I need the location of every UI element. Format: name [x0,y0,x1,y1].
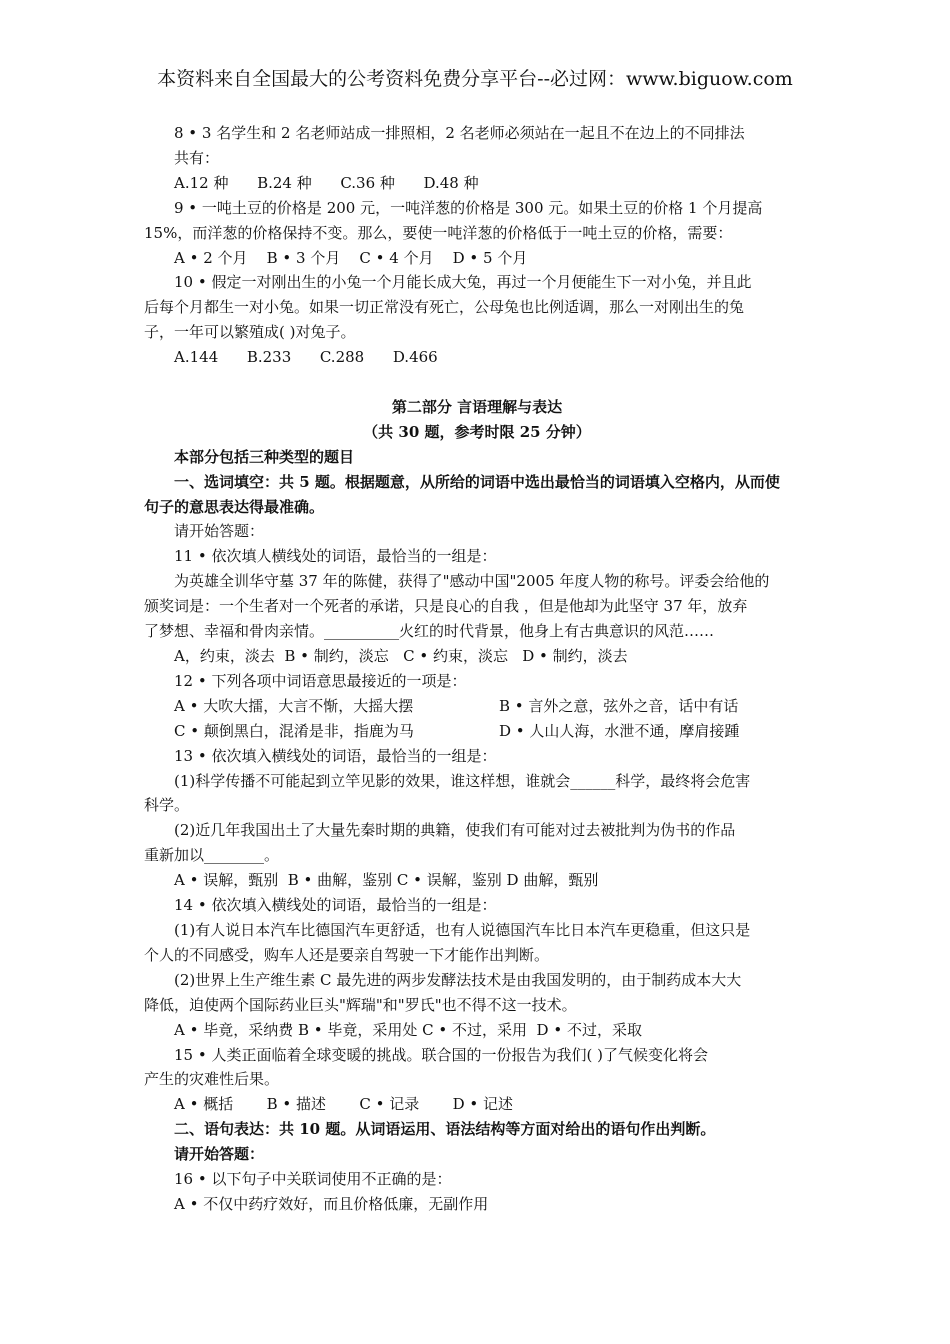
q12-options-row1 [144,694,810,719]
q10-line3: 子，一年可以繁殖成( )对兔子。 [144,323,356,342]
section1-start: 请开始答题： [174,522,265,541]
q13-s2-line1: (2)近几年我国出土了大量先秦时期的典籍，使我们有可能对过去被批判为伪书的作品 [174,821,736,840]
q15-options: A • 概括 B • 描述 C • 记录 D • 记述 [174,1095,514,1114]
q13-s1-line1: (1)科学传播不可能起到立竿见影的效果，谁这样想，谁就会______科学，最终将会危害 [174,771,751,790]
q11-line2: 颁奖词是：一个生者对一个死者的承诺，只是良心的自我 ，但是他却为此坚守 37 年，放弃 [144,597,748,616]
q8-line1: 8 • 3 名学生和 2 名老师站成一排照相，2 名老师必须站在一起且不在边上的不同排法 [174,124,745,142]
q13-stem: 13 • 依次填入横线处的词语，最恰当的一组是： [174,746,497,765]
q13-options: A • 误解，甄别 B • 曲解，鉴别 C • 误解，鉴别 D 曲解，甄别 [174,871,599,890]
q14-options: A • 毕竟，采纳费 B • 毕竟，采用处 C • 不过，采用 D • 不过，采取 [174,1020,642,1039]
q10-options: A.144 B.233 C.288 D.466 [174,348,438,367]
q13-s2-line2: 重新加以________。 [144,846,280,865]
q12-option-a: A • 大吹大擂，大言不惭，大摇大摆 [174,696,414,715]
q14-s1-line1: (1)有人说日本汽车比德国汽车更舒适，也有人说德国汽车比日本汽车更稳重，但这只是 [174,920,751,939]
q11-stem: 11 • 依次填人横线处的词语，最恰当的一组是： [174,547,497,566]
q15-line1: 15 • 人类正面临着全球变暖的挑战。联合国的一份报告为我们( )了气候变化将会 [174,1045,708,1064]
part2-title: 第二部分 言语理解与表达 [391,397,563,416]
page-header: 本资料来自全国最大的公考资料免费分享平台--必过网：www.biguow.com [157,68,793,90]
spacer [144,370,810,395]
q14-s2-line2: 降低，迫使两个国际药业巨头"辉瑞"和"罗氏"也不得不这一技术。 [144,995,577,1014]
q11-options: A，约束，淡去 B • 制约，淡忘 C • 约束，淡忘 D • 制约，淡去 [174,647,628,666]
q16-stem: 16 • 以下句子中关联词使用不正确的是： [174,1170,452,1189]
q15-line2: 产生的灾难性后果。 [144,1070,280,1089]
section2-start: 请开始答题： [174,1145,265,1164]
q12-options-row2 [144,719,810,744]
q11-line1: 为英雄全训华守墓 37 年的陈健，获得了"感动中国"2005 年度人物的称号。评委会给他的 [174,572,770,591]
q8-line2: 共有： [174,148,220,167]
q14-s1-line2: 个人的不同感受，购车人还是要亲自驾驶一下才能作出判断。 [144,945,550,964]
q14-stem: 14 • 依次填入横线处的词语，最恰当的一组是： [174,896,497,915]
q12-option-d: D • 人山人海，水泄不通，摩肩接踵 [499,721,740,740]
q14-s2-line1: (2)世界上生产维生素 C 最先进的两步发酵法技术是由我国发明的，由于制药成本大大 [174,970,742,989]
q13-s1-line2: 科学。 [144,796,190,815]
q12-option-b: B • 言外之意，弦外之音，话中有话 [499,696,739,715]
section2-heading: 二、语句表达：共 10 题。从词语运用、语法结构等方面对给出的语句作出判断。 [174,1120,716,1139]
section1-heading-a: 一、选词填空：共 5 题。根据题意，从所给的词语中选出最恰当的词语填入空格内，从而使 [174,472,780,491]
q11-line3: 了梦想、幸福和骨肉亲情。__________火红的时代背景，他身上有古典意识的风范…… [144,622,715,641]
q12-stem: 12 • 下列各项中词语意思最接近的一项是： [174,671,467,690]
section1-heading-b: 句子的意思表达得最准确。 [144,497,325,516]
q8-options: A.12 种 B.24 种 C.36 种 D.48 种 [174,173,479,192]
q16-option-a: A • 不仅中药疗效好，而且价格低廉，无副作用 [174,1194,489,1213]
q10-line2: 后每个月都生一对小兔。如果一切正常没有死亡，公母兔也比例适调，那么一对刚出生的兔 [144,298,745,317]
q12-option-c: C • 颠倒黑白，混淆是非，指鹿为马 [174,721,414,740]
document-body [144,121,810,1217]
q10-line1: 10 • 假定一对刚出生的小兔一个月能长成大兔，再过一个月便能生下一对小兔，并且此 [174,273,752,292]
q9-options: A • 2 个月 B • 3 个月 C • 4 个月 D • 5 个月 [174,248,528,267]
q9-line1: 9 • 一吨土豆的价格是 200 元，一吨洋葱的价格是 300 元。如果土豆的价格 1 个月提高 [174,198,763,217]
q9-line2: 15%，而洋葱的价格保持不变。那么，要使一吨洋葱的价格低于一吨土豆的价格，需要： [144,223,733,242]
part2-intro: 本部分包括三种类型的题目 [174,447,355,466]
part2-subtitle: （共 30 题，参考时限 25 分钟） [363,422,591,441]
